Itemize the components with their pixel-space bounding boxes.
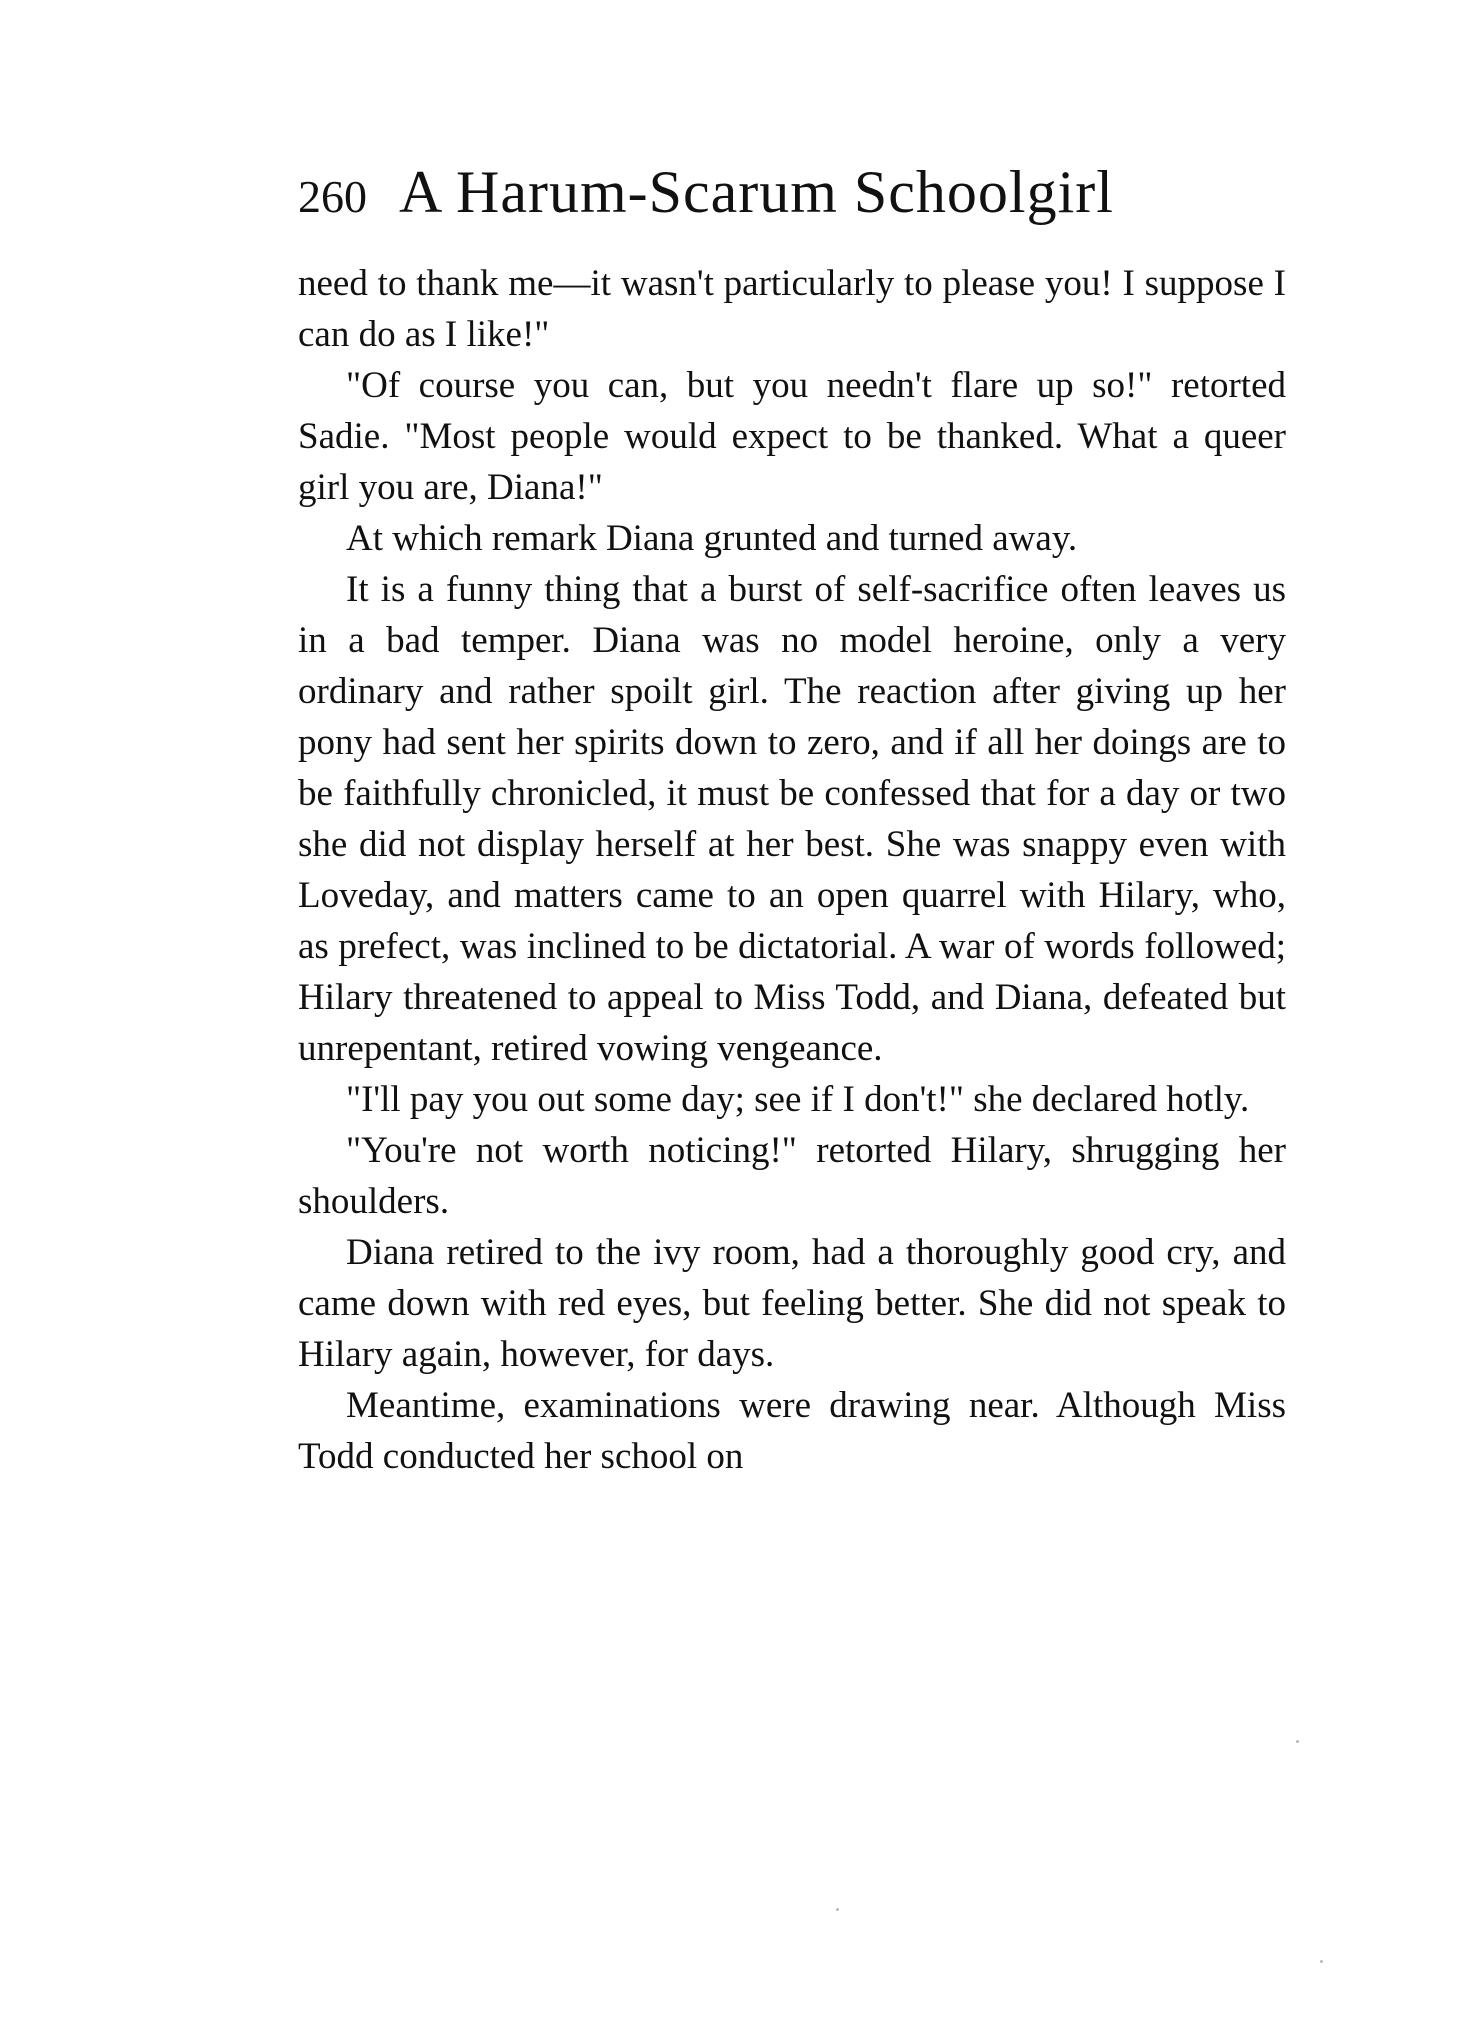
- page-number: 260: [298, 171, 367, 222]
- paper-speck: [1320, 1960, 1323, 1963]
- page-header: [298, 158, 1298, 238]
- paragraph-ivy-room: Diana retired to the ivy room, had a thoroughly good cry, and came down with red eyes, but feeling better. She did not speak to Hilary again, however, for days.: [298, 1232, 1286, 1375]
- paragraph-self-sacrifice: It is a funny thing that a burst of self-sacrifice often leaves us in a bad temper. Diana was no model heroine, only a very ordinary and rather spoilt girl. The reaction after giving up her pony had sent her spirits down to zero, and if all her doings are to be faithfully chronicled, it must be confessed that for a day or two she did not display herself at her best. She was snappy even with Loveday, and matters came to an open quarrel with Hilary, who, as prefect, was inclined to be dictatorial. A war of words followed; Hilary threatened to appeal to Miss Todd, and Diana, defeated but unrepentant, retired vowing vengeance.: [298, 569, 1286, 1069]
- paragraph-not-worth-noticing: "You're not worth noticing!" retorted Hilary, shrugging her shoulders.: [298, 1130, 1286, 1222]
- paper-speck: [1296, 1740, 1299, 1743]
- body-text: [298, 258, 1286, 1482]
- paper-speck: [836, 1908, 839, 1911]
- paragraph-pay-you-out: "I'll pay you out some day; see if I don't!" she declared hotly.: [346, 1079, 1250, 1120]
- paragraph-examinations: Meantime, examinations were drawing near. Although Miss Todd conducted her school on: [298, 1385, 1286, 1477]
- running-title: A Harum-Scarum Schoolgirl: [399, 159, 1114, 225]
- paragraph-diana-grunted: At which remark Diana grunted and turned away.: [346, 518, 1078, 559]
- paragraph-continued: need to thank me—it wasn't particularly to please you! I suppose I can do as I like!": [298, 263, 1286, 355]
- paragraph-sadie-retort: "Of course you can, but you needn't flare up so!" retorted Sadie. "Most people would expect to be thanked. What a queer girl you are, Diana!": [298, 365, 1286, 508]
